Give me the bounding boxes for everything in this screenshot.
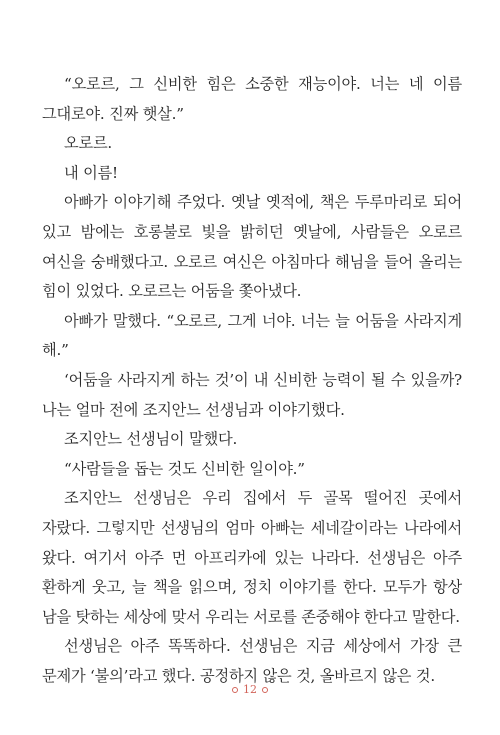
paragraph: 내 이름! [64,163,118,182]
right-ornament-icon [262,687,268,693]
page-footer [0,683,500,696]
paragraph: 아빠가 이야기해 주었다. 옛날 옛적에, 책은 두루마리로 되어 있고 밤에는 호롱불로 빛을 밝히던 옛날에, 사람들은 오로르 여신을 숭배했다고. 오로르 여신은 아침마다 해님을 들어 올리는 힘이 있었다. 오로르는 어둠을 쫓아냈다. [42,193,462,301]
left-ornament-icon [232,687,238,693]
paragraph: 선생님은 아주 똑똑하다. 선생님은 지금 세상에서 가장 큰 문제가 ‘불의’라고 했다. 공정하지 않은 것, 올바르지 않은 것. [42,637,462,685]
paragraph: 조지안느 선생님은 우리 집에서 두 골목 떨어진 곳에서 자랐다. 그렇지만 선생님의 엄마 아빠는 세네갈이라는 나라에서 왔다. 여기서 아주 먼 아프리카에 있는 나라다. 선생님은 아주 환하게 웃고, 늘 책을 읽으며, 정치 이야기를 한다. 모두가 항상 남을 탓하는 세상에 맞서 우리는 서로를 존중해야 한다고 말한다. [42,489,462,626]
paragraph: “오로르, 그 신비한 힘은 소중한 재능이야. 너는 네 이름 그대로야. 진짜 햇살.” [42,75,462,123]
page-text-body [42,70,462,691]
paragraph: 오로르. [64,134,113,153]
paragraph: “사람들을 돕는 것도 신비한 일이야.” [64,459,305,478]
page-number: 12 [243,683,257,696]
paragraph: ‘어둠을 사라지게 하는 것’이 내 신비한 능력이 될 수 있을까? 나는 얼마 전에 조지안느 선생님과 이야기했다. [42,370,462,419]
paragraph: 조지안느 선생님이 말했다. [64,430,238,449]
paragraph: 아빠가 말했다. “오로르, 그게 너야. 너는 늘 어둠을 사라지게 해.” [42,311,462,360]
